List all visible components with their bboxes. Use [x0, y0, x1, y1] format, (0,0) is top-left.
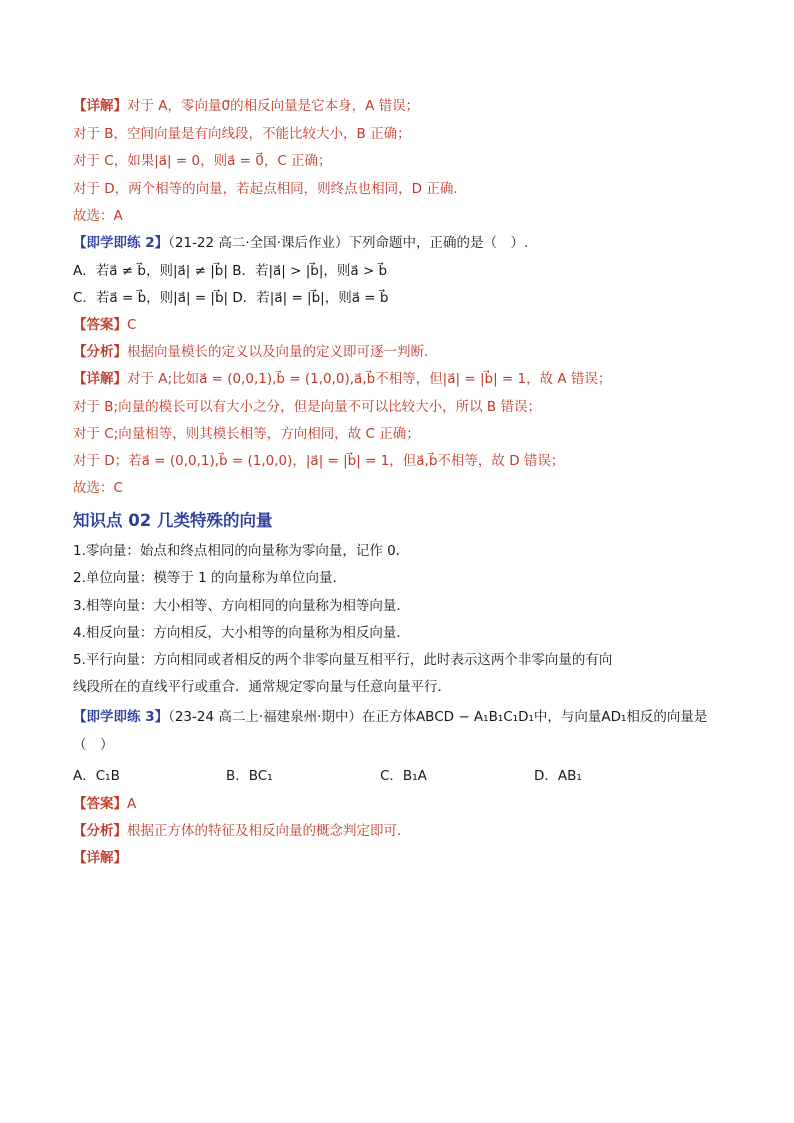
exercise-3-question	[73, 707, 707, 727]
exercise-3-answer	[73, 794, 136, 814]
analysis-text: 根据正方体的特征及相反向量的概念判定即可.	[127, 823, 402, 839]
exercise-3-text: （23-24 高二上·福建泉州·期中）在正方体ABCD − A₁B₁C₁D₁中，与向量AD₁相反的向量是	[168, 709, 708, 725]
exercise-2-detail-1	[73, 369, 611, 389]
exercise-3-tag: 【即学即练 3】	[73, 709, 169, 725]
list-item: 4.相反向量：方向相反，大小相等的向量称为相反向量．	[73, 625, 410, 641]
list-item: 5.平行向量：方向相同或者相反的两个非零向量互相平行，此时表示这两个非零向量的有向	[73, 652, 613, 668]
exercise-2-detail-2: 对于 B;向量的模长可以有大小之分，但是向量不可以比较大小，所以 B 错误；	[73, 399, 541, 415]
exercise-2-text: （21-22 高二·全国·课后作业）下列命题中，正确的是（ ）.	[168, 235, 529, 251]
exercise-2-choose: 故选：C	[73, 480, 123, 496]
analysis-tag: 【分析】	[73, 344, 127, 360]
detail-line-2: 对于 B，空间向量是有向线段，不能比较大小，B 正确；	[73, 126, 411, 142]
answer-value: A	[127, 796, 137, 812]
detail-line-1	[73, 96, 419, 116]
detail-line-4: 对于 D，两个相等的向量，若起点相同，则终点也相同，D 正确.	[73, 181, 458, 197]
exercise-2-detail-3: 对于 C;向量相等，则其模长相等，方向相同，故 C 正确；	[73, 426, 420, 442]
answer-tag: 【答案】	[73, 796, 127, 812]
exercise-2-options-ab: A．若a⃗ ≠ b⃗，则|a⃗| ≠ |b⃗| B．若|a⃗| > |b⃗|，则a⃗ > b⃗	[73, 263, 388, 279]
exercise-3-analysis	[73, 821, 401, 841]
list-item: 1.零向量：始点和终点相同的向量称为零向量，记作 0．	[73, 543, 410, 559]
exercise-2-answer	[73, 315, 136, 335]
choose-line: 故选：A	[73, 208, 123, 224]
detail-tag: 【详解】	[73, 850, 127, 866]
detail-tag: 【详解】	[73, 98, 127, 114]
option-a: A．C₁B	[73, 768, 120, 784]
option-c: C．B₁A	[380, 768, 427, 784]
exercise-3-paren: （ ）	[73, 737, 114, 753]
exercise-3-detail	[73, 848, 127, 868]
option-b: B．BC₁	[226, 768, 273, 784]
exercise-2-tag: 【即学即练 2】	[73, 235, 169, 251]
detail-text: 对于 A，零向量0⃗的相反向量是它本身，A 错误；	[127, 98, 420, 114]
exercise-2-analysis	[73, 342, 428, 362]
detail-line-3: 对于 C，如果|a⃗| = 0，则a⃗ = 0⃗，C 正确；	[73, 153, 332, 169]
exercise-2-options-cd: C．若a⃗ = b⃗，则|a⃗| = |b⃗| D．若|a⃗| = |b⃗|，则a⃗ = b⃗	[73, 290, 389, 306]
analysis-text: 根据向量模长的定义以及向量的定义即可逐一判断.	[127, 344, 429, 360]
section-heading: 知识点 02 几类特殊的向量	[73, 511, 273, 530]
option-d: D．AB₁	[534, 768, 582, 784]
detail-tag: 【详解】	[73, 371, 127, 387]
analysis-tag: 【分析】	[73, 823, 127, 839]
exercise-2-detail-4: 对于 D；若a⃗ = (0,0,1),b⃗ = (1,0,0)，|a⃗| = |b⃗| = 1，但a⃗,b⃗不相等，故 D 错误；	[73, 453, 565, 469]
detail-text: 对于 A;比如a⃗ = (0,0,1),b⃗ = (1,0,0),a⃗,b⃗不相等，但|a⃗| = |b⃗| = 1，故 A 错误；	[127, 371, 612, 387]
list-item: 2.单位向量：模等于 1 的向量称为单位向量．	[73, 570, 347, 586]
list-item: 3.相等向量：大小相等、方向相同的向量称为相等向量．	[73, 598, 410, 614]
list-item: 线段所在的直线平行或重合．通常规定零向量与任意向量平行．	[73, 679, 451, 695]
exercise-2-question	[73, 233, 528, 253]
answer-tag: 【答案】	[73, 317, 127, 333]
answer-value: C	[127, 317, 137, 333]
